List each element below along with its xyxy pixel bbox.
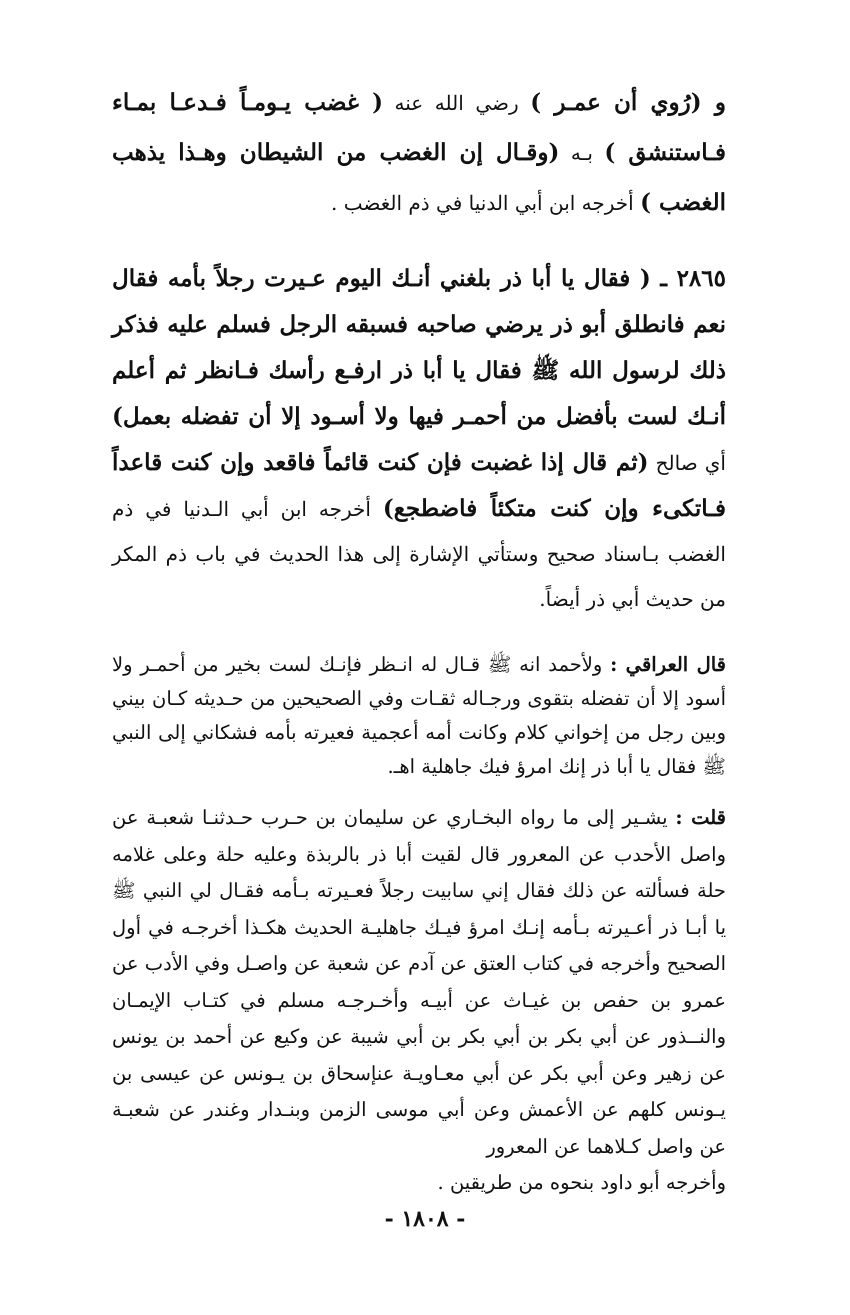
qult-text: يشـير إلى ما رواه البخـاري عن سليمان بن حـرب حـدثنـا شعبـة عن واصل الأحدب عن المعرور قال لقيت أبا ذر بالربذة وعليه حلة وعلى غلامه حلة فسألته عن ذلك فقال إني سابيت رجلاً فعـيرته بـأمه فقـال لي النبي ﷺ يا أبـا ذر أعـيرته بـأمه إنـك امرؤ فيـك جاهليـة الحديث هكـذا أخرجـه في أول الصحيح وأخرجه في كتاب العتق عن آدم عن شعبة عن واصـل وفي الأدب عن عمرو بن حفص بن غيـاث عن أبيـه وأخـرجـه مسلم في كتـاب الإيمـان والنــذور عن أبي بكر بن أبي بكر بن أبي شيبة عن وكيع عن أحمد بن يونس عن زهير وعن أبي بكر عن أبي معـاويـة عنإسحاق بن يـونس عن عيسى بن يـونس كلهم عن الأعمش وعن أبي موسى الزمن وبنـدار وغندر عن شعبـة عن واصل كـلاهما عن المعرور (112, 806, 726, 1158)
page-body (112, 78, 726, 1202)
intro-paragraph (112, 78, 726, 228)
hadith-paragraph (112, 256, 726, 622)
page-number: - ١٨٠٨ - (384, 1206, 466, 1232)
qult-paragraph (112, 800, 726, 1202)
intro-bold-3: (وقـال إن الغضب من الشيطان وهـذا يذهب الغضب ) (112, 139, 726, 216)
intro-bold-2: ( غضب يـومـاً فـدعـا بمـاء فـاستنشق ) (112, 89, 726, 166)
iraqi-paragraph (112, 648, 726, 784)
intro-bold-1: و (رُوي أن عمـر ) (530, 89, 726, 116)
hadith-text-2: (ثم قال إذا غضبت فإن كنت قائماً فاقعد وإن كنت قاعداً فـاتكىء وإن كنت متكئاً فاضطجع) (112, 449, 726, 522)
iraqi-text: ولأحمد انه ﷺ قـال له انـظر فإنـك لست بخير من أحمـر ولا أسود إلا أن تفضله بتقوى ورجـاله ثقـات وفي الصحيحين من حـديثه كـان بيني وبين رجل من إخواني كلام وكانت أمه أعجمية فعيرته بأمه فشكاني إلى النبي ﷺ فقال يا أبا ذر إنك امرؤ فيك جاهلية اهـ. (112, 653, 726, 778)
qult-tail: وأخرجه أبو داود بنحوه من طريقين . (437, 1171, 726, 1194)
intro-normal-2: بـه (559, 141, 605, 165)
qult-label: قلت : (675, 806, 726, 829)
intro-normal-1: رضي الله عنه (382, 91, 531, 115)
hadith-normal-1: أي صالح (648, 451, 726, 475)
hadith-source: أخرجه ابن أبي الـدنيا في ذم الغضب بـاسناد صحيح وستأتي الإشارة إلى هذا الحديث في باب ذم المكر من حديث أبي ذر أيضاً. (112, 497, 726, 611)
intro-normal-3: أخرجه ابن أبي الدنيا في ذم الغضب . (331, 191, 641, 215)
iraqi-label: قال العراقي : (610, 653, 726, 676)
hadith-text: ٢٨٦٥ ـ ( فقال يا أبا ذر بلغني أنـك اليوم عـيرت رجلاً بأمه فقال نعم فانطلق أبو ذر يرضي صاحبه فسبقه الرجل فسلم عليه فذكر ذلك لرسول الله ﷺ فقال يا أبا ذر ارفـع رأسك فـانظر ثم أعلم أنـك لست بأفضل من أحمـر فيها ولا أسـود إلا أن تفضله بعمل) (112, 265, 726, 430)
